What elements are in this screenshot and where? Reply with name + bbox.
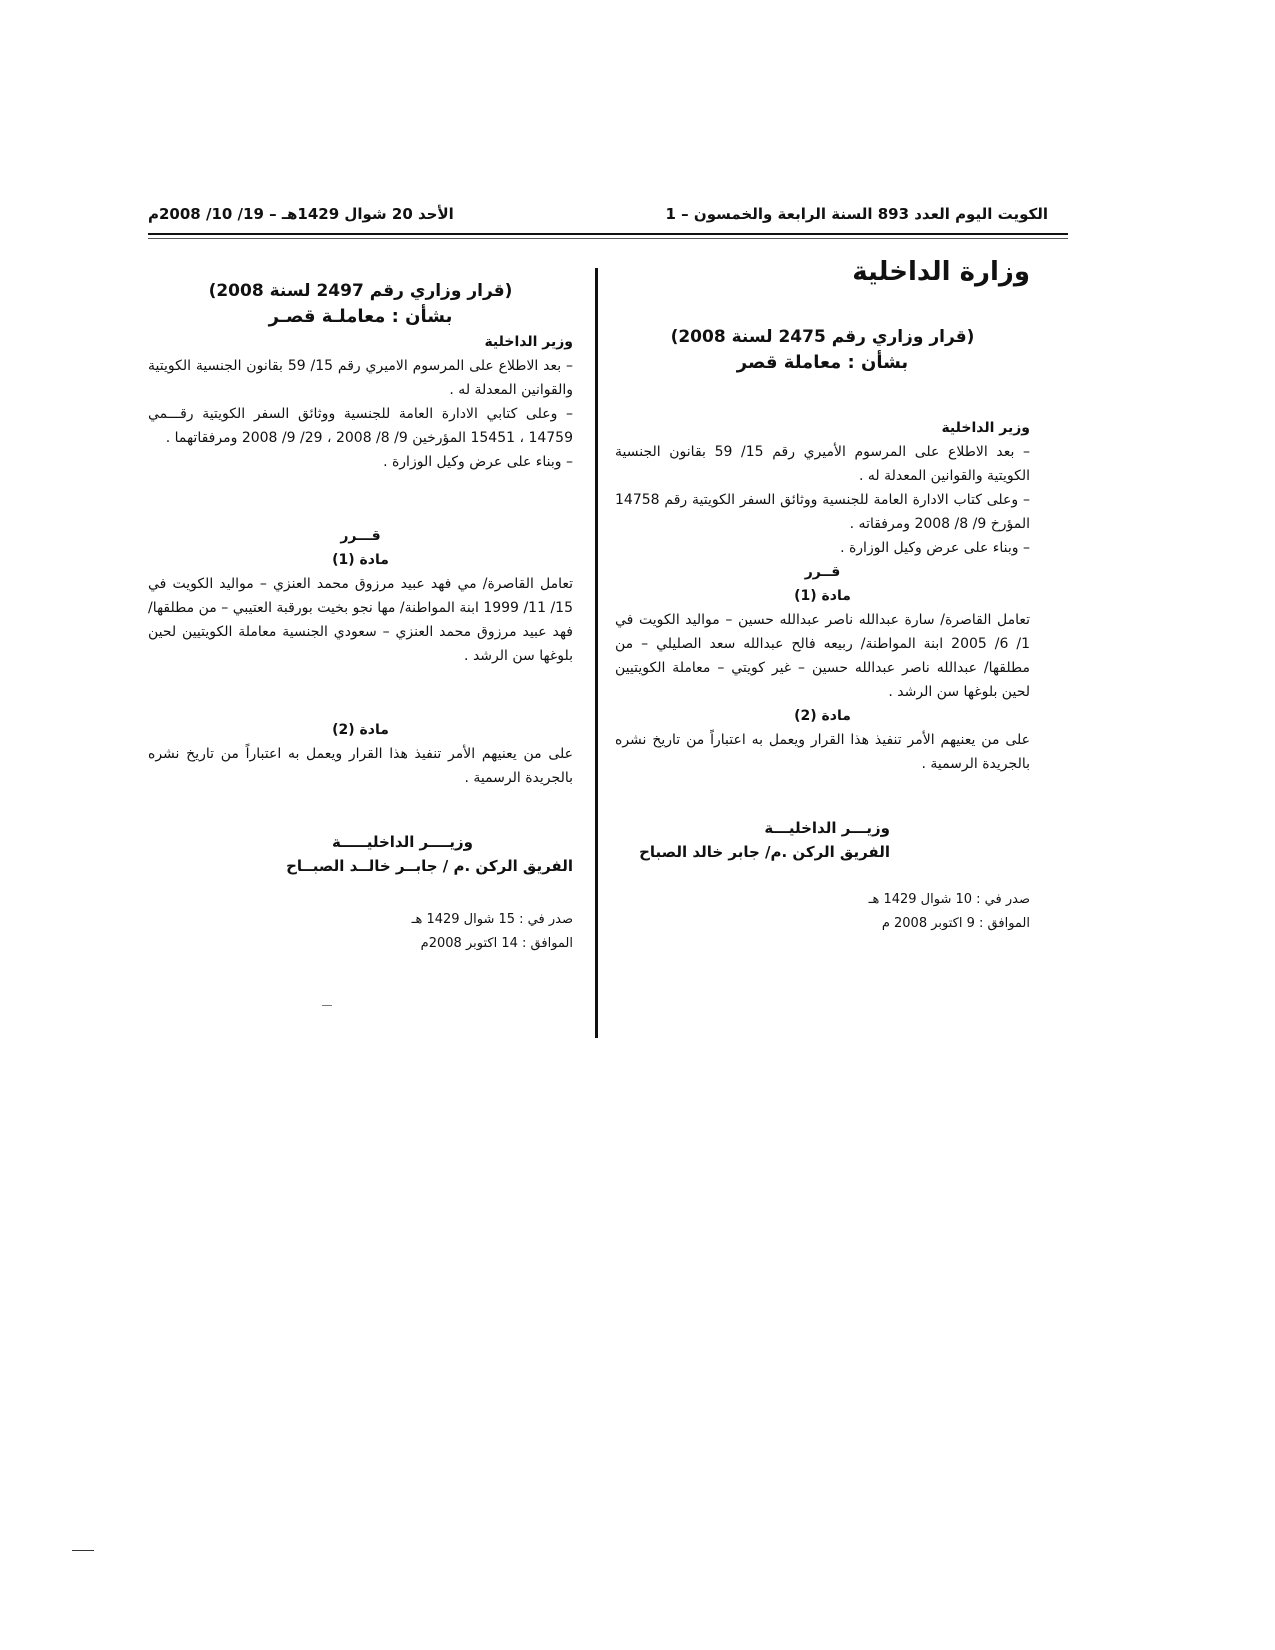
article-2-text: على من يعنيهم الأمر تنفيذ هذا القرار ويعمل به اعتباراً من تاريخ نشره بالجريدة الرسمية . bbox=[148, 746, 573, 786]
article-2-text: على من يعنيهم الأمر تنفيذ هذا القرار ويعمل به اعتباراً من تاريخ نشره بالجريدة الرسمية . bbox=[615, 732, 1030, 772]
ministry-title: وزارة الداخلية bbox=[852, 257, 1030, 287]
decree-subject: بشأن : معاملة قصر bbox=[736, 352, 909, 373]
decree-2475 bbox=[615, 257, 1031, 936]
article-1-title: مادة (1) bbox=[794, 588, 851, 604]
decree-subject: بشأن : معاملـة قصـر bbox=[268, 306, 453, 327]
header-issue-info: الكويت اليوم العدد 893 السنة الرابعة والخمسون – 1 bbox=[665, 205, 1048, 223]
article-1-text: تعامل القاصرة/ مي فهد عبيد مرزوق محمد العنزي – مواليد الكويت في 15/ 11/ 1999 ابنة المواطنة/ مها نجو بخيت بورقبة العتيبي – من مطلقها/ فهد عبيد مرزوق محمد العنزي – سعودي الجنسية معاملة الكويتيين لحين بلوغها سن الرشد . bbox=[148, 576, 573, 664]
header-date: الأحد 20 شوال 1429هـ – 19/ 10/ 2008م bbox=[148, 205, 454, 223]
minister-heading: وزير الداخلية bbox=[941, 420, 1030, 436]
preamble-item: – وعلى كتاب الادارة العامة للجنسية ووثائق السفر الكويتية رقم 14758 المؤرخ 9/ 8/ 2008 ومرفقاته . bbox=[615, 492, 1030, 532]
preamble-item: – وبناء على عرض وكيل الوزارة . bbox=[840, 540, 1030, 556]
decree-title: (قرار وزاري رقم 2497 لسنة 2008) bbox=[208, 281, 513, 301]
signature-name: الفريق الركن .م / جابــر خالــد الصبــاح bbox=[286, 857, 573, 875]
signature-title: وزيـــر الداخليـــة bbox=[764, 819, 890, 837]
article-1-text: تعامل القاصرة/ سارة عبدالله ناصر عبدالله حسين – مواليد الكويت في 1/ 6/ 2005 ابنة المواطنة/ ربيعه فالح عبدالله سعد الصليلي – من مطلقها/ عبدالله ناصر عبدالله حسين – غير كويتي – معاملة الكويتيين لحين بلوغها سن الرشد . bbox=[615, 612, 1031, 700]
decree-title: (قرار وزاري رقم 2475 لسنة 2008) bbox=[670, 327, 975, 347]
article-1-title: مادة (1) bbox=[332, 552, 389, 568]
decree-2497 bbox=[148, 278, 573, 956]
corresponding-date: الموافق : 14 اكتوبر 2008م bbox=[420, 936, 573, 951]
preamble-item: – وبناء على عرض وكيل الوزارة . bbox=[383, 454, 573, 470]
page-footer-mark bbox=[72, 1550, 94, 1551]
column-divider bbox=[595, 268, 598, 1038]
preamble-item: – بعد الاطلاع على المرسوم الاميري رقم 15/ 59 بقانون الجنسية الكويتية والقوانين المعدلة له . bbox=[148, 358, 574, 398]
decides-heading: قـــرر bbox=[340, 528, 381, 544]
minister-heading: وزير الداخلية bbox=[484, 334, 573, 350]
header-rule bbox=[148, 233, 1068, 235]
issued-date: صدر في : 15 شوال 1429 هـ bbox=[411, 912, 573, 927]
signature-title: وزيــــر الداخليـــــة bbox=[331, 833, 473, 851]
article-2-title: مادة (2) bbox=[794, 708, 851, 724]
decides-heading: قــرر bbox=[804, 564, 841, 580]
scan-mark bbox=[322, 1005, 332, 1006]
header-rule-thin bbox=[148, 238, 1068, 239]
issued-date: صدر في : 10 شوال 1429 هـ bbox=[868, 892, 1030, 907]
preamble-item: – وعلى كتابي الادارة العامة للجنسية ووثائق السفر الكويتية رقـــمي 14759 ، 15451 المؤرخين 9/ 8/ 2008 ، 29/ 9/ 2008 ومرفقاتهما . bbox=[148, 406, 573, 446]
corresponding-date: الموافق : 9 اكتوبر 2008 م bbox=[881, 916, 1030, 931]
preamble-item: – بعد الاطلاع على المرسوم الأميري رقم 15/ 59 بقانون الجنسية الكويتية والقوانين المعدلة له . bbox=[615, 444, 1031, 484]
signature-name: الفريق الركن .م/ جابر خالد الصباح bbox=[639, 843, 890, 861]
article-2-title: مادة (2) bbox=[332, 722, 389, 738]
